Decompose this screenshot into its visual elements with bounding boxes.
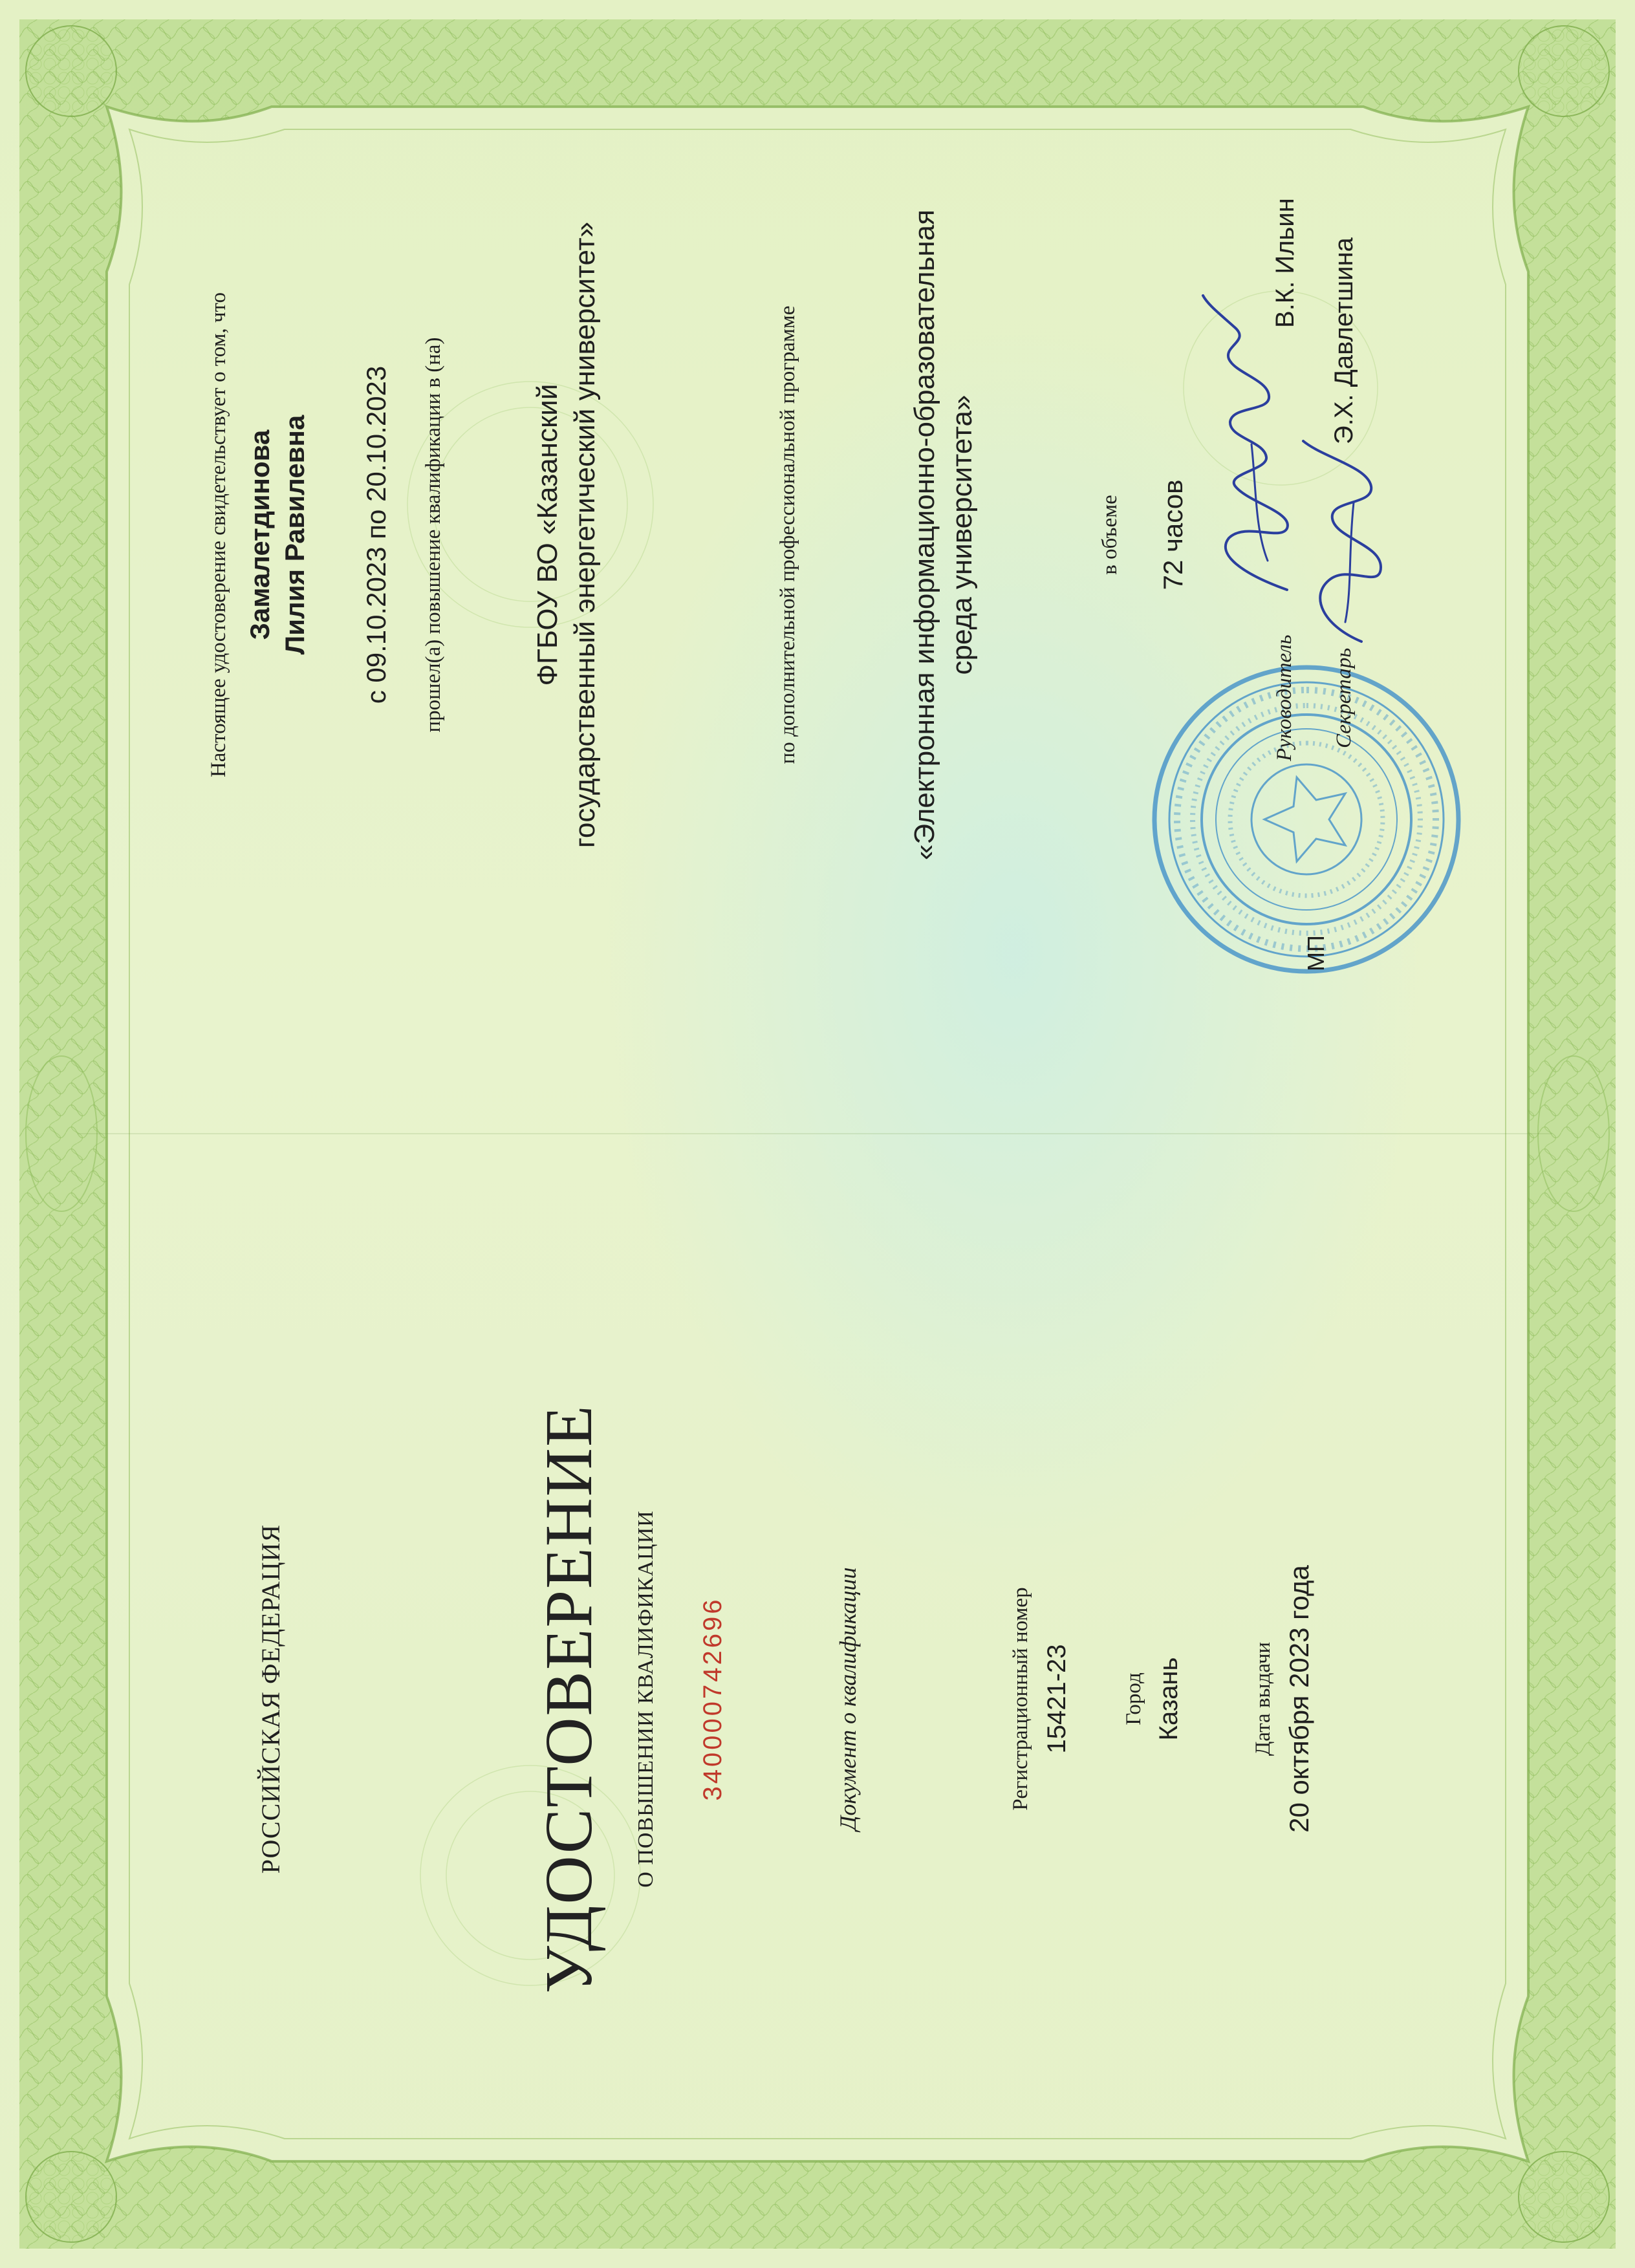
intro-text: Настоящее удостоверение свидетельствует о том, что <box>207 292 230 778</box>
organization-line2: государственный энергетический университет» <box>569 221 601 848</box>
passed-text: прошел(а) повышение квалификации в (на) <box>422 337 445 733</box>
certificate-title: УДОСТОВЕРЕНИЕ <box>532 1404 606 1994</box>
head-name: В.К. Ильин <box>1271 198 1299 328</box>
holder-given-names: Лилия Равилевна <box>279 415 310 655</box>
program-title-line1: «Электронная информационно-образовательная <box>909 210 940 860</box>
registration-number: 15421-23 <box>1043 1644 1071 1754</box>
organization-line1: ФГБОУ ВО «Казанский <box>532 383 563 686</box>
secretary-signature <box>1284 431 1407 651</box>
registration-label: Регистрационный номер <box>1009 1587 1032 1811</box>
city-label: Город <box>1122 1672 1145 1725</box>
country-name: РОССИЙСКАЯ ФЕДЕРАЦИЯ <box>256 1524 285 1874</box>
secretary-name: Э.Х. Давлетшина <box>1330 237 1358 444</box>
certificate-subtitle: О ПОВЫШЕНИИ КВАЛИФИКАЦИИ <box>634 1510 658 1888</box>
holder-surname: Замалетдинова <box>244 429 275 640</box>
program-label: по дополнительной профессиональной программе <box>776 305 799 764</box>
issue-date: 20 октября 2023 года <box>1284 1565 1314 1833</box>
fold-line <box>78 1133 1552 1134</box>
volume-label: в объеме <box>1098 495 1121 575</box>
volume-hours: 72 часов <box>1158 479 1188 590</box>
issue-date-label: Дата выдачи <box>1251 1641 1275 1756</box>
program-title-line2: среда университета» <box>946 394 978 675</box>
secretary-label: Секретарь <box>1332 647 1356 748</box>
stamp-place-label: МП <box>1303 935 1329 971</box>
serial-number: 340000742696 <box>698 1597 727 1801</box>
training-period: с 09.10.2023 по 20.10.2023 <box>361 365 391 704</box>
city-value: Казань <box>1154 1657 1183 1741</box>
head-label: Руководитель <box>1273 634 1296 761</box>
document-type: Документ о квалификации <box>835 1567 861 1831</box>
